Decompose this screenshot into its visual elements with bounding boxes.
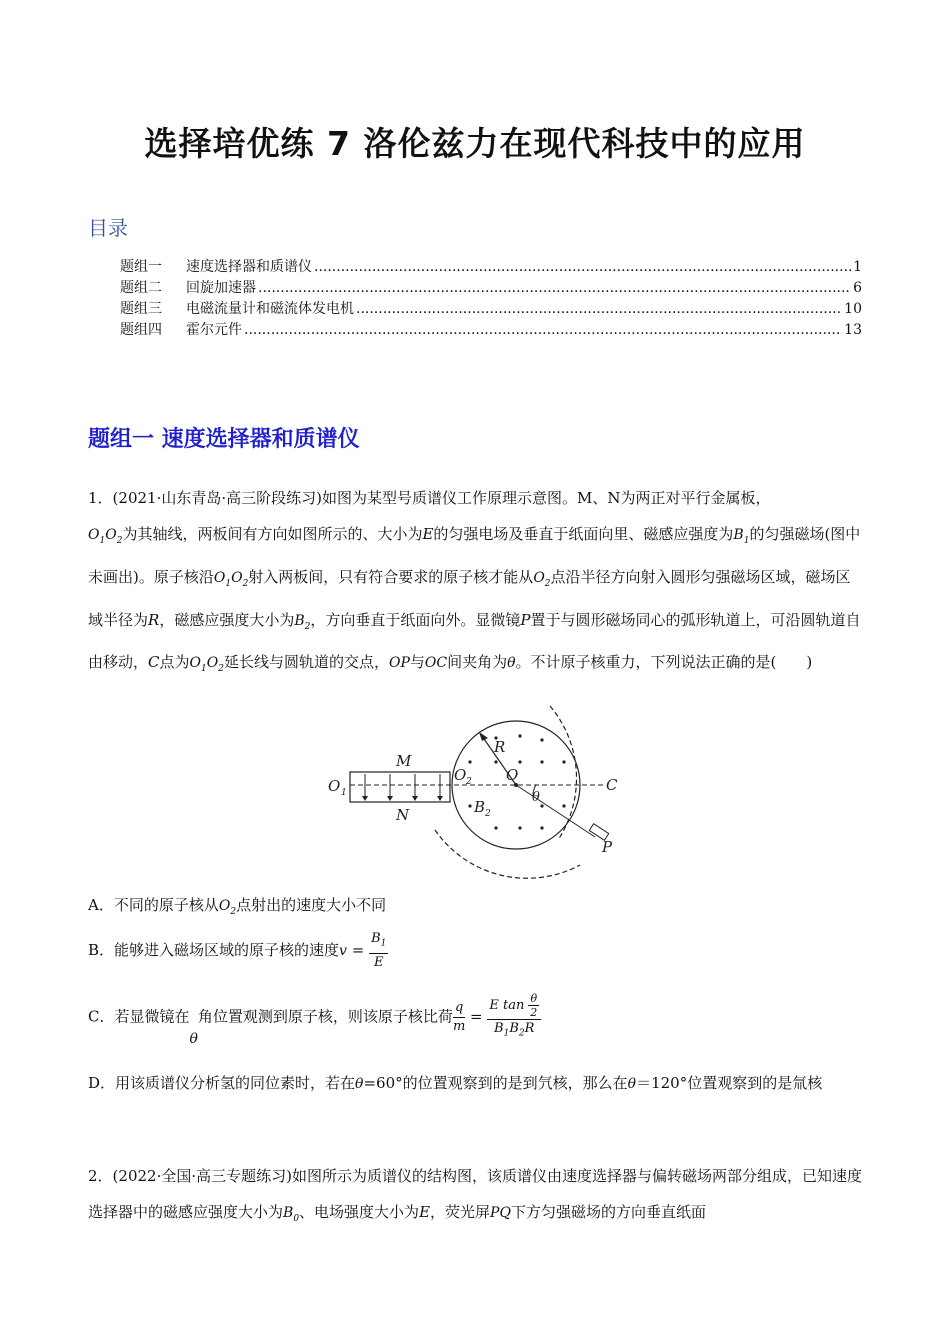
svg-text:O: O [454,766,467,784]
svg-text:P: P [602,838,613,856]
toc-item[interactable]: 题组四 霍尔元件 ..... 13 [120,319,862,340]
svg-text:2: 2 [466,777,472,787]
toc-leader [258,280,851,296]
mass-spectrometer-diagram [320,700,620,880]
toc-leader [314,259,851,275]
toc-leader [356,301,842,317]
svg-text:O: O [506,766,519,784]
toc-item[interactable]: 题组一 速度选择器和质谱仪 ..... 1 [120,256,862,277]
toc-item[interactable]: 题组二 回旋加速器 ..... 6 [120,277,862,298]
question-1-text: 1．(2021·山东青岛·高三阶段练习)如图为某型号质谱仪工作原理示意图。M、N为两正对平行金属板， $O_1O_2$为其轴线，两板间有方向如图所示的、大小为E的匀强电场及垂直于纸面向里、磁感应强度为$B_1$的匀强磁场(图中未画出)。原子核沿$O_1O_2$射入两板间，只有符合要求的原子核才能从$O_2$点沿半径方向射入圆形匀强磁场区域，磁场区域半径为R，磁感应强度大小为$B_2$，方向垂直于纸面向外。显微镜P置于与圆形磁场同心的弧形轨道上，可沿圆轨道自由移动，C点为$O_1O_2$延长线与圆轨道的交点，OP与OC间夹角为θ。不计原子核重力，下列说法正确的是( ) [88,489,861,675]
section-title: 题组一 速度选择器和质谱仪 [88,427,360,452]
svg-text:R: R [494,738,506,756]
question-2-text: 2．(2022·全国·高三专题练习)如图所示为质谱仪的结构图，该质谱仪由速度选择器与偏转磁场两部分组成，已知速度选择器中的磁感应强度大小为$B_0$、电场强度大小为E，荧光屏PQ下方匀强磁场的方向垂直纸面 [88,1167,862,1224]
toc-item[interactable]: 题组三 电磁流量计和磁流体发电机 ..... 10 [120,298,862,319]
option-b[interactable]: B．能够进入磁场区域的原子核的速度v = $\frac{B_1}{E}$ [88,931,387,970]
svg-text:O: O [328,777,341,795]
option-d[interactable]: D．用该质谱仪分析氢的同位素时，若在θ=60°的位置观察到的是到氕核，那么在θ＝120°位置观察到的是氚核 [88,1074,823,1092]
toc-heading: 目录 [88,216,128,240]
svg-text:C: C [606,776,618,794]
toc-leader [244,322,842,338]
table-of-contents [120,256,862,340]
svg-text:B: B [474,798,486,816]
svg-text:M: M [396,752,412,770]
svg-text:N: N [396,806,410,824]
svg-text:2: 2 [485,809,491,819]
svg-text:θ: θ [532,790,540,805]
page-title: 选择培优练 7 洛伦兹力在现代科技中的应用 [144,124,806,163]
option-c[interactable]: C．若显微镜在θ角位置观测到原子核，则该原子核比荷 $\frac{q}{m}$ = E tan $\frac{\theta}{2}$ $B_1B_2R$ [88,992,864,1043]
svg-text:1: 1 [341,788,347,798]
option-a[interactable]: A．不同的原子核从$O_2$点射出的速度大小不同 [88,896,387,917]
